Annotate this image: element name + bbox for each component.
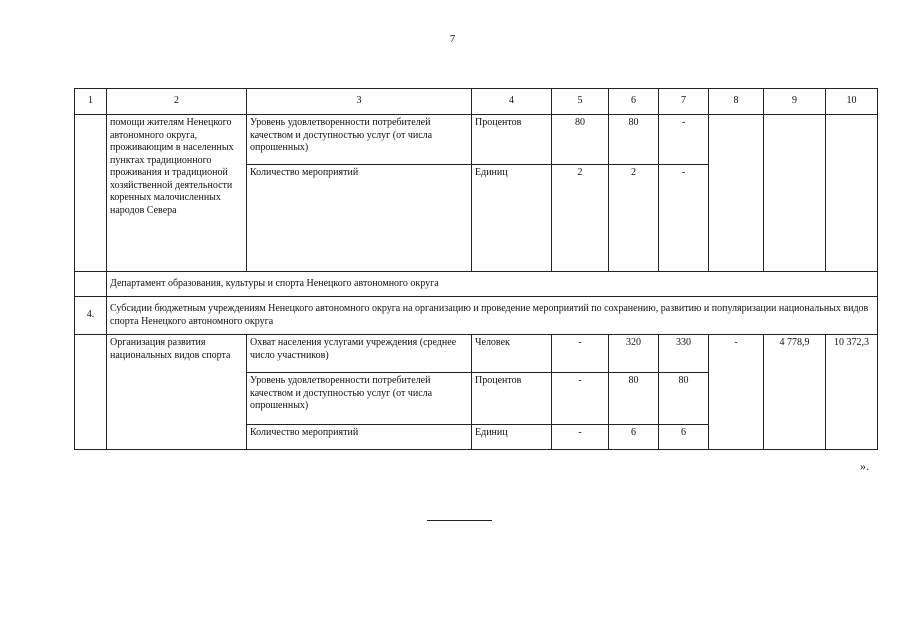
value-cell: - (659, 115, 709, 165)
value-cell: 80 (552, 115, 609, 165)
event-cell: Организация развития национальных видов спорта (107, 335, 247, 450)
indicator-cell: Охват населения услугами учреждения (среднее число участников) (247, 335, 472, 373)
header-cell: 10 (826, 89, 878, 115)
value-cell: - (552, 335, 609, 373)
header-cell: 1 (75, 89, 107, 115)
value-cell: 6 (659, 425, 709, 450)
value-cell (709, 115, 764, 272)
unit-cell: Человек (472, 335, 552, 373)
header-cell: 2 (107, 89, 247, 115)
value-cell (764, 373, 826, 450)
value-cell (826, 115, 878, 272)
value-cell: 80 (659, 373, 709, 425)
header-cell: 8 (709, 89, 764, 115)
value-cell: - (709, 335, 764, 450)
value-cell (826, 373, 878, 450)
footer-divider (427, 520, 492, 521)
department-row (75, 272, 878, 297)
unit-cell: Процентов (472, 373, 552, 425)
unit-cell: Единиц (472, 425, 552, 450)
value-cell: 2 (552, 165, 609, 272)
value-cell: 320 (609, 335, 659, 373)
value-cell (764, 115, 826, 272)
indicator-cell: Уровень удовлетворенности потребителей качеством и доступностью услуг (от числа опрошенных) (247, 373, 472, 425)
value-cell: 6 (609, 425, 659, 450)
header-cell: 5 (552, 89, 609, 115)
header-cell: 3 (247, 89, 472, 115)
indicator-cell: Количество мероприятий (247, 165, 472, 272)
value-cell: 80 (609, 373, 659, 425)
closing-quote: ». (860, 459, 869, 473)
value-cell: 10 372,3 (826, 335, 878, 373)
department-cell: Департамент образования, культуры и спорта Ненецкого автономного округа (107, 272, 878, 297)
header-cell: 4 (472, 89, 552, 115)
value-cell: 4 778,9 (764, 335, 826, 373)
row-number-cell (75, 272, 107, 297)
section-row (75, 297, 878, 335)
section-title: Субсидии бюджетным учреждениям Ненецкого автономного округа на организацию и проведение мероприятий по сохранению, развитию и популяризации национальных видов спорта Ненецкого автономного округа (107, 297, 878, 335)
table-row (75, 115, 878, 165)
table-row (75, 335, 878, 373)
header-row (75, 89, 878, 115)
header-cell: 9 (764, 89, 826, 115)
indicator-cell: Уровень удовлетворенности потребителей качеством и доступностью услуг (от числа опрошенных) (247, 115, 472, 165)
indicator-cell: Количество мероприятий (247, 425, 472, 450)
section-number: 4. (75, 297, 107, 335)
row-number-cell (75, 115, 107, 272)
unit-cell: Единиц (472, 165, 552, 272)
header-cell: 7 (659, 89, 709, 115)
value-cell: - (552, 373, 609, 425)
unit-cell: Процентов (472, 115, 552, 165)
value-cell: 2 (609, 165, 659, 272)
event-cell: помощи жителям Ненецкого автономного округа, проживающим в населенных пунктах традиционного проживания и традиционой хозяйственной деятельности коренных малочисленных народов Севера (107, 115, 247, 272)
value-cell: 80 (609, 115, 659, 165)
row-number-cell (75, 335, 107, 450)
value-cell: - (659, 165, 709, 272)
page-number: 7 (449, 33, 456, 45)
program-table (74, 88, 878, 450)
value-cell: - (552, 425, 609, 450)
header-cell: 6 (609, 89, 659, 115)
value-cell: 330 (659, 335, 709, 373)
